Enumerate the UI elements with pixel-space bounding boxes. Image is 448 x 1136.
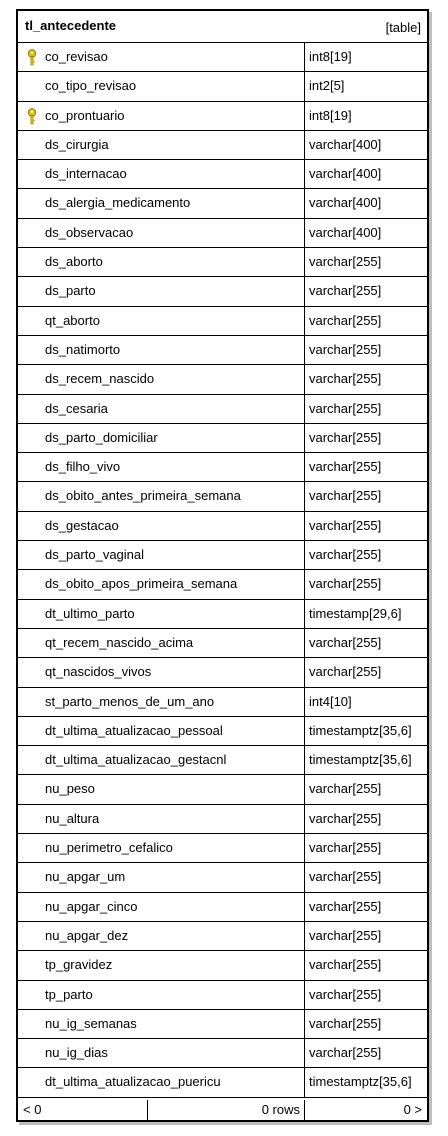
column-name-cell <box>18 629 305 657</box>
column-name: qt_nascidos_vivos <box>45 664 152 680</box>
column-row[interactable] <box>18 893 427 922</box>
column-row[interactable] <box>18 307 427 336</box>
column-type: varchar[255] <box>309 517 382 533</box>
column-row[interactable] <box>18 1010 427 1039</box>
column-name: nu_apgar_dez <box>45 927 129 943</box>
column-name-cell <box>18 1010 305 1038</box>
column-row[interactable] <box>18 424 427 453</box>
column-type: varchar[255] <box>309 459 382 475</box>
column-type: varchar[255] <box>309 254 382 270</box>
column-name-cell <box>18 746 305 774</box>
column-name-cell <box>18 395 305 423</box>
column-type: varchar[255] <box>309 634 382 650</box>
column-name-cell <box>18 453 305 481</box>
column-type: varchar[255] <box>309 781 382 797</box>
column-type: timestamp[29,6] <box>309 605 402 621</box>
column-name: nu_perimetro_cefalico <box>45 840 173 856</box>
column-type: varchar[255] <box>309 400 382 416</box>
column-name-cell <box>18 72 305 100</box>
column-row[interactable] <box>18 512 427 541</box>
column-name-cell <box>18 189 305 217</box>
column-row[interactable] <box>18 1068 427 1097</box>
column-name: dt_ultima_atualizacao_pessoal <box>45 722 223 738</box>
column-type: varchar[255] <box>309 312 382 328</box>
column-name: dt_ultima_atualizacao_gestacnl <box>45 752 227 768</box>
column-type: varchar[255] <box>309 927 382 943</box>
column-name: nu_ig_dias <box>45 1045 108 1061</box>
column-type: varchar[255] <box>309 957 382 973</box>
column-name-cell <box>18 1039 305 1067</box>
column-row[interactable] <box>18 482 427 511</box>
column-row[interactable] <box>18 922 427 951</box>
column-type: varchar[255] <box>309 488 382 504</box>
column-row[interactable] <box>18 189 427 218</box>
column-row[interactable] <box>18 43 427 72</box>
column-name: co_tipo_revisao <box>45 78 137 94</box>
column-type: int8[19] <box>309 49 352 64</box>
column-type: timestamptz[35,6] <box>309 722 412 738</box>
column-name: dt_ultimo_parto <box>45 605 135 621</box>
column-name: co_revisao <box>45 49 108 64</box>
column-name-cell <box>18 951 305 979</box>
column-name-cell <box>18 160 305 188</box>
column-type: varchar[255] <box>309 283 382 299</box>
column-type: varchar[255] <box>309 810 382 826</box>
column-type: varchar[400] <box>309 166 382 182</box>
table-header <box>18 11 427 43</box>
column-row[interactable] <box>18 570 427 599</box>
column-name-cell <box>18 805 305 833</box>
column-name-cell <box>18 131 305 159</box>
column-row[interactable] <box>18 102 427 131</box>
column-name: nu_apgar_cinco <box>45 898 138 914</box>
column-list <box>18 43 427 1098</box>
column-type: varchar[255] <box>309 869 382 885</box>
column-name: nu_altura <box>45 810 100 826</box>
column-name: ds_internacao <box>45 166 127 182</box>
table-type-label: [table] <box>385 20 421 35</box>
column-name-cell <box>18 863 305 891</box>
column-name: nu_apgar_um <box>45 869 126 885</box>
column-name: st_parto_menos_de_um_ano <box>45 693 215 709</box>
table-entity[interactable] <box>16 9 429 1122</box>
column-name-cell <box>18 248 305 276</box>
column-name-cell <box>18 834 305 862</box>
column-name: ds_aborto <box>45 254 103 270</box>
column-row[interactable] <box>18 131 427 160</box>
column-name-cell <box>18 277 305 305</box>
table-name: tl_antecedente <box>25 18 117 33</box>
column-type: varchar[400] <box>309 195 382 211</box>
column-name: ds_recem_nascido <box>45 371 155 387</box>
column-name-cell <box>18 922 305 950</box>
column-name-cell <box>18 102 305 130</box>
footer-next-cell <box>305 1100 427 1120</box>
column-type: varchar[255] <box>309 576 382 592</box>
column-name: ds_parto_vaginal <box>45 547 145 563</box>
column-name: ds_obito_apos_primeira_semana <box>45 576 238 592</box>
column-name: ds_observacao <box>45 224 134 240</box>
column-row[interactable] <box>18 277 427 306</box>
column-row[interactable] <box>18 658 427 687</box>
column-name: qt_aborto <box>45 312 100 328</box>
column-row[interactable] <box>18 863 427 892</box>
column-row[interactable] <box>18 453 427 482</box>
column-name: tp_parto <box>45 986 93 1002</box>
column-name-cell <box>18 512 305 540</box>
nav-next[interactable]: 0 > <box>403 1102 422 1117</box>
column-row[interactable] <box>18 336 427 365</box>
column-name: ds_natimorto <box>45 341 121 357</box>
column-type: int4[10] <box>309 693 352 709</box>
column-row[interactable] <box>18 160 427 189</box>
column-type: varchar[255] <box>309 547 382 563</box>
column-name: ds_obito_antes_primeira_semana <box>45 488 241 504</box>
column-type: timestamptz[35,6] <box>309 752 412 768</box>
column-row[interactable] <box>18 541 427 570</box>
column-row[interactable] <box>18 688 427 717</box>
column-name-cell <box>18 717 305 745</box>
column-type: timestamptz[35,6] <box>309 1074 412 1090</box>
column-name-cell <box>18 482 305 510</box>
column-name-cell <box>18 570 305 598</box>
column-row[interactable] <box>18 72 427 101</box>
column-row[interactable] <box>18 805 427 834</box>
column-name: dt_ultima_atualizacao_puericu <box>45 1074 221 1090</box>
column-row[interactable] <box>18 1039 427 1068</box>
column-row[interactable] <box>18 834 427 863</box>
primary-key-icon <box>27 49 37 66</box>
column-name-cell <box>18 600 305 628</box>
column-type: varchar[255] <box>309 898 382 914</box>
column-name-cell <box>18 775 305 803</box>
column-name: qt_recem_nascido_acima <box>45 634 194 650</box>
column-name-cell <box>18 365 305 393</box>
footer-count-cell <box>148 1100 305 1120</box>
column-type: varchar[255] <box>309 371 382 387</box>
column-name-cell <box>18 43 305 71</box>
column-type: int2[5] <box>309 78 345 94</box>
column-type: varchar[255] <box>309 664 382 680</box>
primary-key-icon <box>27 108 37 125</box>
column-name-cell <box>18 541 305 569</box>
footer-prev-cell <box>18 1100 148 1120</box>
column-row[interactable] <box>18 219 427 248</box>
row-count: 0 rows <box>261 1102 300 1117</box>
column-type: varchar[255] <box>309 840 382 856</box>
column-name-cell <box>18 219 305 247</box>
column-name: ds_parto <box>45 283 96 299</box>
column-row[interactable] <box>18 775 427 804</box>
column-name-cell <box>18 658 305 686</box>
column-name-cell <box>18 424 305 452</box>
column-type: varchar[255] <box>309 986 382 1002</box>
column-row[interactable] <box>18 629 427 658</box>
column-name: tp_gravidez <box>45 957 113 973</box>
column-type: varchar[255] <box>309 429 382 445</box>
column-row[interactable] <box>18 746 427 775</box>
column-name-cell <box>18 1068 305 1096</box>
column-name: nu_ig_semanas <box>45 1015 137 1031</box>
column-name: ds_alergia_medicamento <box>45 195 191 211</box>
column-row[interactable] <box>18 717 427 746</box>
column-type: int8[19] <box>309 107 352 123</box>
column-row[interactable] <box>18 951 427 980</box>
column-name: ds_cesaria <box>45 400 108 416</box>
column-type: varchar[255] <box>309 341 382 357</box>
column-name: co_prontuario <box>45 107 125 123</box>
column-name-cell <box>18 688 305 716</box>
column-type: varchar[255] <box>309 1045 382 1061</box>
column-row[interactable] <box>18 248 427 277</box>
column-row[interactable] <box>18 981 427 1010</box>
column-row[interactable] <box>18 600 427 629</box>
column-name-cell <box>18 307 305 335</box>
column-row[interactable] <box>18 365 427 394</box>
column-name-cell <box>18 893 305 921</box>
column-type: varchar[255] <box>309 1015 382 1031</box>
table-footer <box>18 1100 427 1120</box>
column-type: varchar[400] <box>309 224 382 240</box>
column-name-cell <box>18 981 305 1009</box>
column-name: ds_cirurgia <box>45 136 109 152</box>
column-name: ds_gestacao <box>45 517 119 533</box>
column-row[interactable] <box>18 395 427 424</box>
column-name: nu_peso <box>45 781 95 797</box>
column-name: ds_parto_domiciliar <box>45 429 158 445</box>
column-type: varchar[400] <box>309 136 382 152</box>
column-name: ds_filho_vivo <box>45 459 121 475</box>
column-name-cell <box>18 336 305 364</box>
nav-prev[interactable]: < 0 <box>23 1102 42 1117</box>
